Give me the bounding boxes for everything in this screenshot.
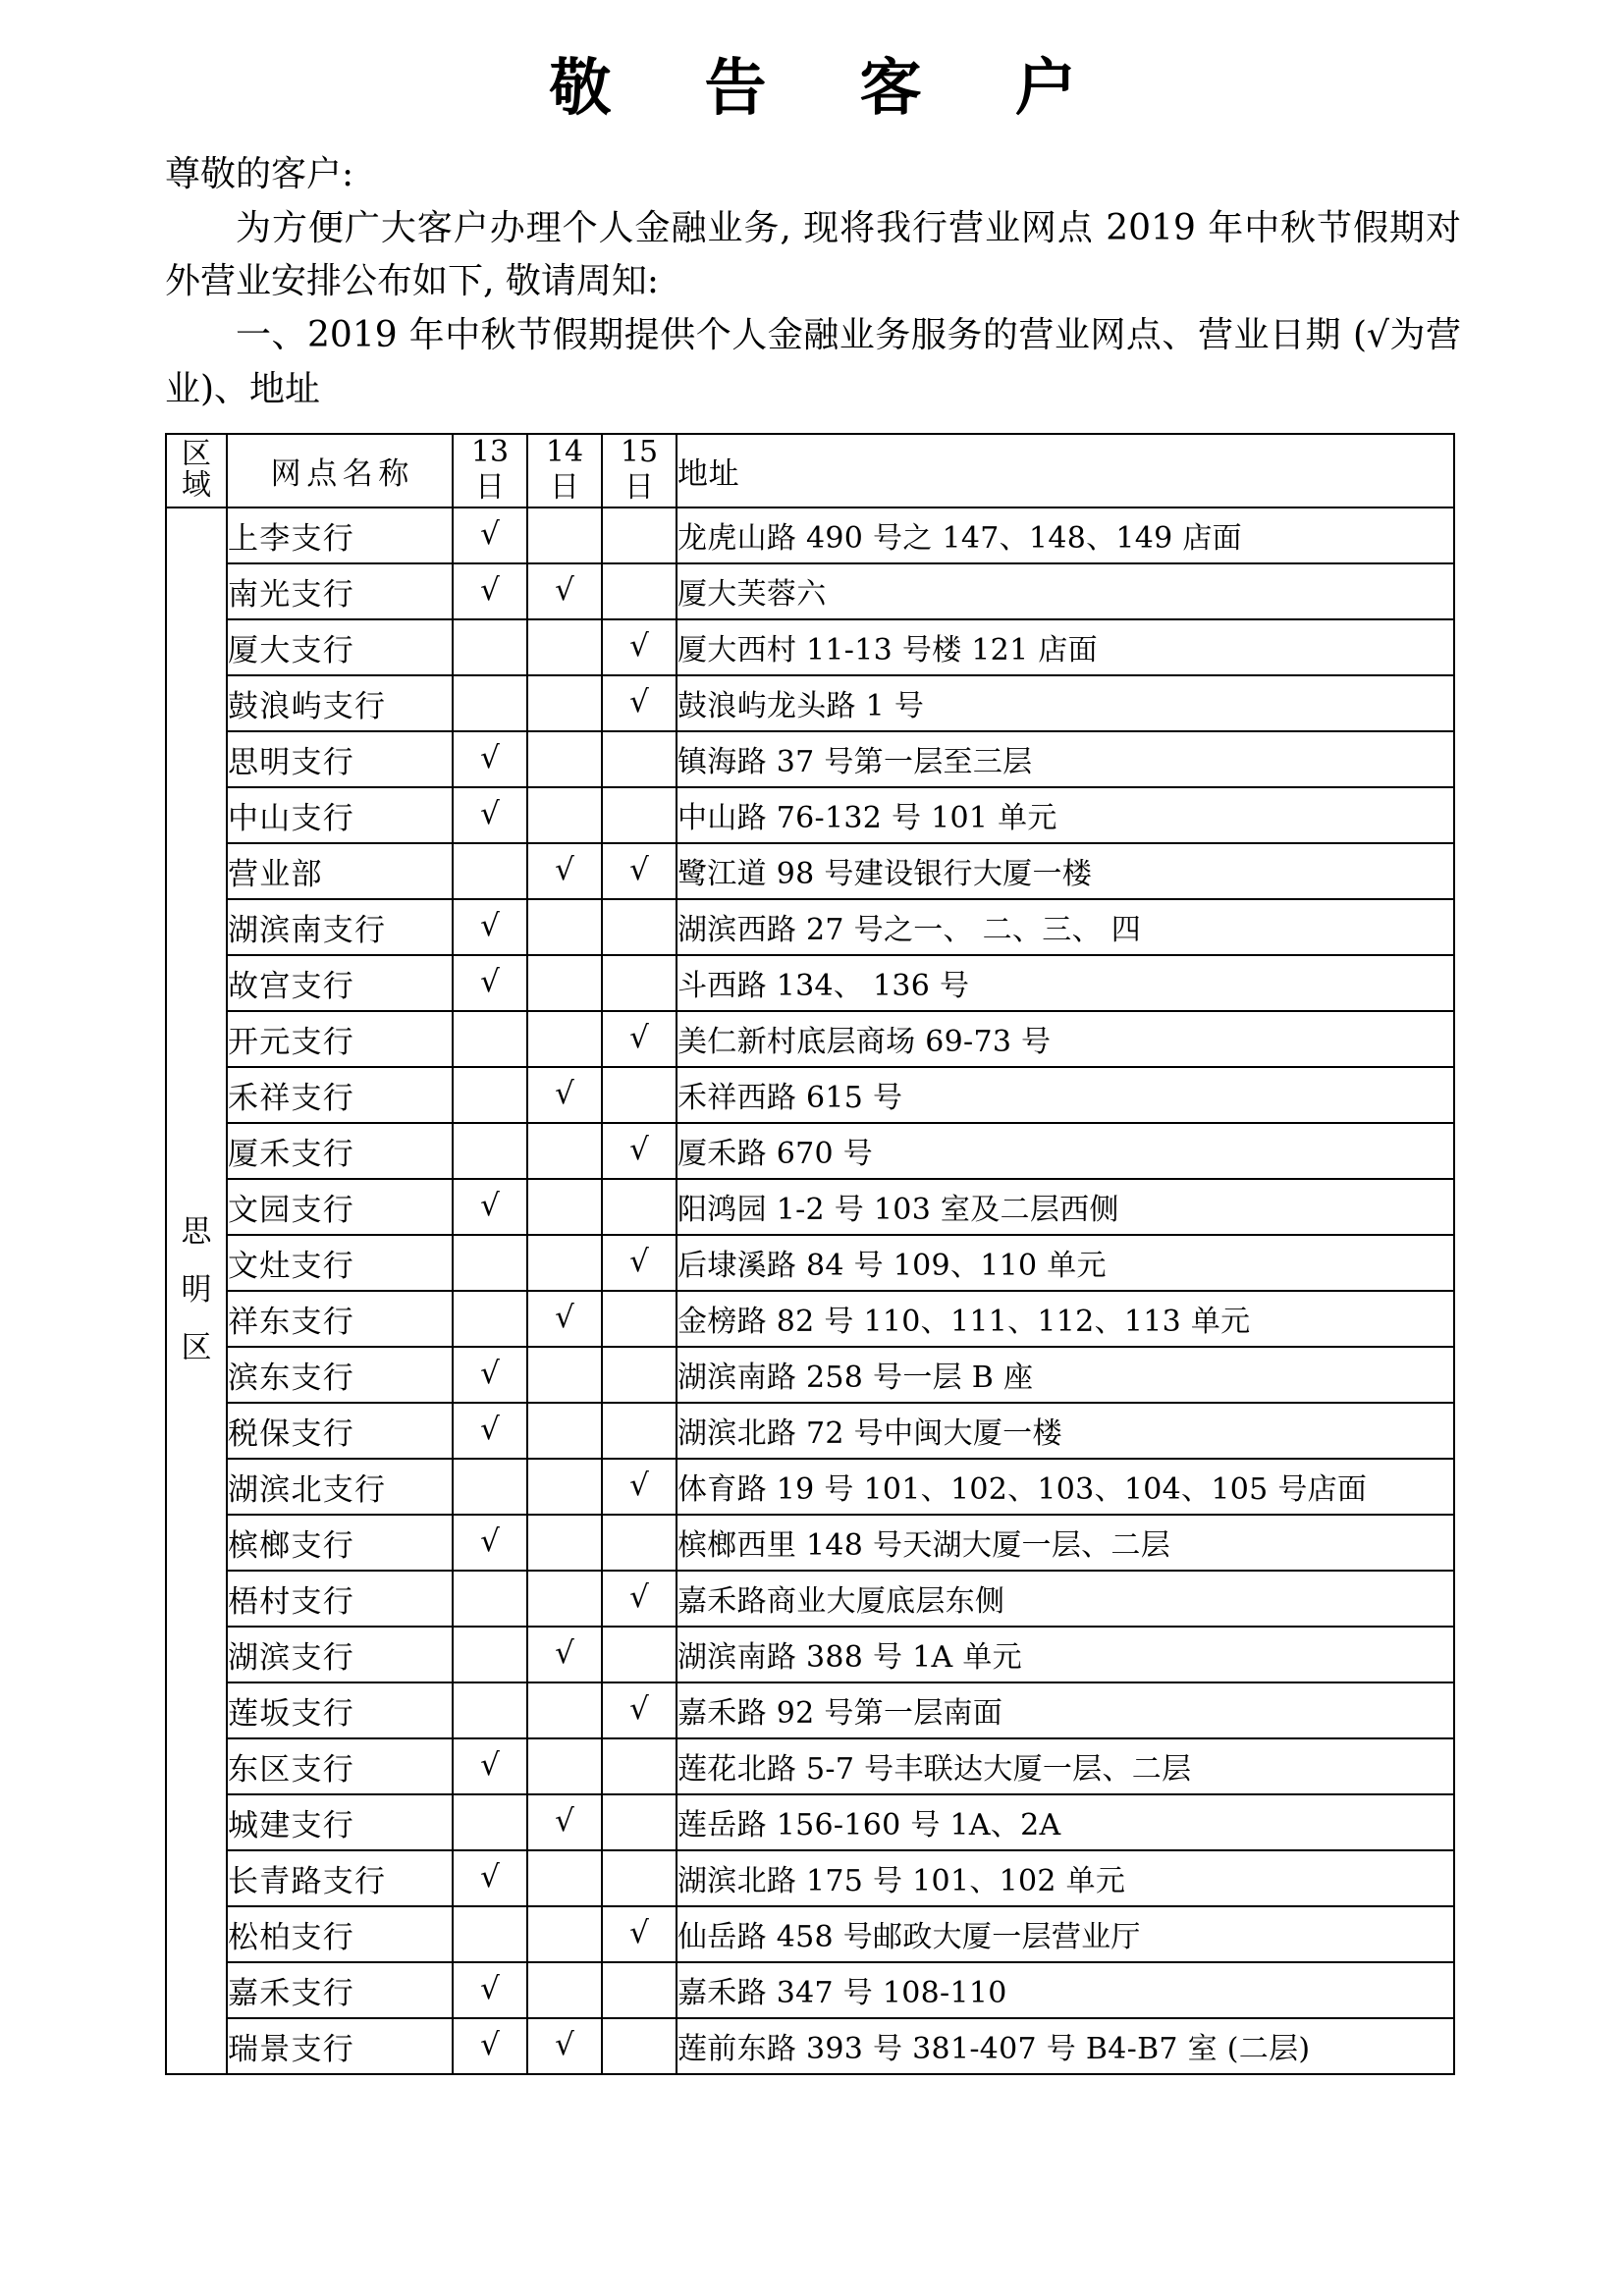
checkmark-icon: √ [480, 1411, 500, 1447]
day13-cell [453, 1571, 527, 1627]
day13-cell [453, 731, 527, 787]
checkmark-icon: √ [555, 2026, 574, 2062]
day15-cell [602, 1571, 677, 1627]
checkmark-icon: √ [629, 1690, 649, 1727]
table-row [166, 1738, 1454, 1794]
day13-cell [453, 843, 527, 899]
branch-name-cell: 槟榔支行 [227, 1515, 453, 1571]
day14-cell [527, 843, 602, 899]
table-row [166, 1682, 1454, 1738]
checkmark-icon: √ [480, 2026, 500, 2062]
branch-name-cell: 上李支行 [227, 507, 453, 563]
branch-name-cell: 文灶支行 [227, 1235, 453, 1291]
address-cell: 湖滨北路 72 号中闽大厦一楼 [677, 1403, 1454, 1459]
day13-cell [453, 899, 527, 955]
day15-cell [602, 1627, 677, 1682]
day15-cell [602, 1403, 677, 1459]
address-cell: 湖滨西路 27 号之一、 二、三、 四 [677, 899, 1454, 955]
day14-cell [527, 1403, 602, 1459]
day15-cell [602, 1962, 677, 2018]
day13-cell [453, 1682, 527, 1738]
col-header-branch-name: 网点名称 [227, 434, 453, 507]
address-cell: 鼓浪屿龙头路 1 号 [677, 675, 1454, 731]
checkmark-icon: √ [629, 1914, 649, 1950]
paragraph-section-one: 一、2019 年中秋节假期提供个人金融业务服务的营业网点、营业日期 (√为营业)、地址 [165, 315, 1461, 409]
day13-cell [453, 1179, 527, 1235]
day13-cell [453, 1123, 527, 1179]
table-row [166, 1627, 1454, 1682]
day13-cell [453, 1794, 527, 1850]
address-cell: 嘉禾路 92 号第一层南面 [677, 1682, 1454, 1738]
col-header-region [166, 434, 227, 507]
branch-name-cell: 湖滨南支行 [227, 899, 453, 955]
branch-name-cell: 厦大支行 [227, 619, 453, 675]
branch-name-cell: 禾祥支行 [227, 1067, 453, 1123]
table-row [166, 787, 1454, 843]
address-cell: 斗西路 134、 136 号 [677, 955, 1454, 1011]
table-head [166, 434, 1454, 507]
table-row [166, 1347, 1454, 1403]
day14-cell [527, 1347, 602, 1403]
table-row [166, 1515, 1454, 1571]
day13-unit: 日 [475, 470, 505, 506]
checkmark-icon: √ [480, 795, 500, 831]
day14-cell [527, 1011, 602, 1067]
day15-cell [602, 507, 677, 563]
checkmark-icon: √ [480, 1522, 500, 1559]
branch-name-cell: 文园支行 [227, 1179, 453, 1235]
day15-cell [602, 1738, 677, 1794]
checkmark-icon: √ [480, 963, 500, 999]
branch-name-cell: 嘉禾支行 [227, 1962, 453, 2018]
day13-cell [453, 1403, 527, 1459]
table-row [166, 1123, 1454, 1179]
table-row [166, 899, 1454, 955]
branch-name-cell: 故宫支行 [227, 955, 453, 1011]
region-label-char-3: 区 [181, 1330, 212, 1366]
checkmark-icon: √ [555, 1802, 574, 1839]
table-row [166, 731, 1454, 787]
address-cell: 嘉禾路商业大厦底层东侧 [677, 1571, 1454, 1627]
day15-cell [602, 1906, 677, 1962]
checkmark-icon: √ [629, 1131, 649, 1167]
day13-cell [453, 1906, 527, 1962]
day14-unit: 日 [550, 470, 579, 506]
day13-cell [453, 1459, 527, 1515]
branch-name-cell: 城建支行 [227, 1794, 453, 1850]
col-header-day13 [453, 434, 527, 507]
region-cell [166, 507, 227, 2074]
branch-name-cell: 祥东支行 [227, 1291, 453, 1347]
day15-cell [602, 1459, 677, 1515]
address-cell: 鹭江道 98 号建设银行大厦一楼 [677, 843, 1454, 899]
address-cell: 槟榔西里 148 号天湖大厦一层、二层 [677, 1515, 1454, 1571]
address-cell: 湖滨南路 258 号一层 B 座 [677, 1347, 1454, 1403]
day13-cell [453, 1962, 527, 2018]
address-cell: 厦禾路 670 号 [677, 1123, 1454, 1179]
branch-name-cell: 瑞景支行 [227, 2018, 453, 2074]
branch-name-cell: 营业部 [227, 843, 453, 899]
branch-name-cell: 税保支行 [227, 1403, 453, 1459]
day14-cell [527, 1459, 602, 1515]
checkmark-icon: √ [629, 1243, 649, 1279]
day15-cell [602, 1291, 677, 1347]
checkmark-icon: √ [555, 571, 574, 608]
branch-name-cell: 鼓浪屿支行 [227, 675, 453, 731]
day14-cell [527, 1738, 602, 1794]
day14-cell [527, 1627, 602, 1682]
branch-name-cell: 开元支行 [227, 1011, 453, 1067]
day14-cell [527, 1179, 602, 1235]
address-cell: 湖滨北路 175 号 101、102 单元 [677, 1850, 1454, 1906]
day15-cell [602, 1179, 677, 1235]
col-header-address: 地址 [677, 434, 1454, 507]
notice-body [165, 148, 1461, 417]
region-label-char-1: 思 [181, 1214, 212, 1251]
address-cell: 美仁新村底层商场 69-73 号 [677, 1011, 1454, 1067]
day13-cell [453, 563, 527, 619]
page-title: 敬 告 客 户 [549, 51, 1113, 124]
checkmark-icon: √ [629, 683, 649, 720]
day14-cell [527, 619, 602, 675]
day14-cell [527, 1682, 602, 1738]
checkmark-icon: √ [480, 1858, 500, 1895]
table-row [166, 1459, 1454, 1515]
table-row [166, 1906, 1454, 1962]
address-cell: 中山路 76-132 号 101 单元 [677, 787, 1454, 843]
checkmark-icon: √ [555, 1075, 574, 1111]
address-cell: 龙虎山路 490 号之 147、148、149 店面 [677, 507, 1454, 563]
day15-unit: 日 [624, 470, 654, 506]
day14-cell [527, 1906, 602, 1962]
day14-cell [527, 1515, 602, 1571]
day14-number: 14 [545, 434, 584, 469]
day15-number: 15 [620, 434, 659, 469]
address-cell: 莲前东路 393 号 381-407 号 B4-B7 室 (二层) [677, 2018, 1454, 2074]
day14-cell [527, 563, 602, 619]
day13-number: 13 [470, 434, 510, 469]
table-row [166, 1067, 1454, 1123]
branch-name-cell: 松柏支行 [227, 1906, 453, 1962]
address-cell: 嘉禾路 347 号 108-110 [677, 1962, 1454, 2018]
branch-name-cell: 厦禾支行 [227, 1123, 453, 1179]
branch-name-cell: 莲坂支行 [227, 1682, 453, 1738]
checkmark-icon: √ [480, 571, 500, 608]
day14-cell [527, 1962, 602, 2018]
day13-cell [453, 1011, 527, 1067]
day15-cell [602, 899, 677, 955]
day15-cell [602, 787, 677, 843]
day13-cell [453, 1347, 527, 1403]
day15-cell [602, 1850, 677, 1906]
address-cell: 厦大芙蓉六 [677, 563, 1454, 619]
table-header-row [166, 434, 1454, 507]
checkmark-icon: √ [555, 1299, 574, 1335]
day14-cell [527, 507, 602, 563]
day15-cell [602, 1515, 677, 1571]
day15-cell [602, 1682, 677, 1738]
salutation: 尊敬的客户: [165, 154, 354, 194]
table-row [166, 1011, 1454, 1067]
paragraph-intro: 为方便广大客户办理个人金融业务, 现将我行营业网点 2019 年中秋节假期对外营业安排公布如下, 敬请周知: [165, 207, 1461, 302]
day15-cell [602, 843, 677, 899]
checkmark-icon: √ [480, 1355, 500, 1391]
day13-cell [453, 1291, 527, 1347]
region-header-char-1: 区 [182, 437, 211, 472]
checkmark-icon: √ [629, 627, 649, 664]
day14-cell [527, 1794, 602, 1850]
region-label-char-2: 明 [181, 1272, 212, 1308]
day14-cell [527, 1067, 602, 1123]
branch-name-cell: 湖滨支行 [227, 1627, 453, 1682]
table-row [166, 1571, 1454, 1627]
day13-cell [453, 1738, 527, 1794]
day13-cell [453, 1850, 527, 1906]
table-row [166, 955, 1454, 1011]
address-cell: 阳鸿园 1-2 号 103 室及二层西侧 [677, 1179, 1454, 1235]
table-row [166, 1291, 1454, 1347]
day15-cell [602, 563, 677, 619]
day14-cell [527, 1235, 602, 1291]
day13-cell [453, 1627, 527, 1682]
table-row [166, 1794, 1454, 1850]
day13-cell [453, 787, 527, 843]
day14-cell [527, 675, 602, 731]
table-row [166, 2018, 1454, 2074]
branch-schedule-table [165, 433, 1455, 2075]
checkmark-icon: √ [480, 1187, 500, 1223]
branch-name-cell: 南光支行 [227, 563, 453, 619]
day15-cell [602, 731, 677, 787]
day13-cell [453, 1515, 527, 1571]
address-cell: 禾祥西路 615 号 [677, 1067, 1454, 1123]
branch-name-cell: 长青路支行 [227, 1850, 453, 1906]
address-cell: 仙岳路 458 号邮政大厦一层营业厅 [677, 1906, 1454, 1962]
checkmark-icon: √ [629, 1578, 649, 1615]
day13-cell [453, 955, 527, 1011]
day15-cell [602, 1347, 677, 1403]
table-row [166, 507, 1454, 563]
branch-name-cell: 思明支行 [227, 731, 453, 787]
checkmark-icon: √ [555, 1634, 574, 1671]
col-header-day15 [602, 434, 677, 507]
day15-cell [602, 1123, 677, 1179]
checkmark-icon: √ [629, 1019, 649, 1055]
region-header-char-2: 域 [182, 468, 211, 504]
branch-name-cell: 梧村支行 [227, 1571, 453, 1627]
day13-cell [453, 1067, 527, 1123]
schedule-table-wrap [165, 433, 1461, 2075]
table-row [166, 1235, 1454, 1291]
day15-cell [602, 1067, 677, 1123]
table-row [166, 843, 1454, 899]
day14-cell [527, 731, 602, 787]
day15-cell [602, 675, 677, 731]
table-row [166, 1179, 1454, 1235]
day14-cell [527, 955, 602, 1011]
address-cell: 莲花北路 5-7 号丰联达大厦一层、二层 [677, 1738, 1454, 1794]
checkmark-icon: √ [629, 1467, 649, 1503]
day13-cell [453, 1235, 527, 1291]
branch-name-cell: 东区支行 [227, 1738, 453, 1794]
address-cell: 体育路 19 号 101、102、103、104、105 号店面 [677, 1459, 1454, 1515]
day15-cell [602, 619, 677, 675]
table-row [166, 1962, 1454, 2018]
branch-name-cell: 湖滨北支行 [227, 1459, 453, 1515]
day13-cell [453, 507, 527, 563]
day14-cell [527, 2018, 602, 2074]
table-row [166, 675, 1454, 731]
day13-cell [453, 2018, 527, 2074]
day14-cell [527, 899, 602, 955]
checkmark-icon: √ [629, 851, 649, 887]
day15-cell [602, 1011, 677, 1067]
address-cell: 湖滨南路 388 号 1A 单元 [677, 1627, 1454, 1682]
day15-cell [602, 1794, 677, 1850]
checkmark-icon: √ [480, 739, 500, 775]
address-cell: 莲岳路 156-160 号 1A、2A [677, 1794, 1454, 1850]
checkmark-icon: √ [480, 907, 500, 943]
day15-cell [602, 1235, 677, 1291]
table-row [166, 563, 1454, 619]
day13-cell [453, 619, 527, 675]
table-row [166, 1850, 1454, 1906]
day15-cell [602, 955, 677, 1011]
checkmark-icon: √ [555, 851, 574, 887]
checkmark-icon: √ [480, 1970, 500, 2006]
address-cell: 金榜路 82 号 110、111、112、113 单元 [677, 1291, 1454, 1347]
branch-name-cell: 滨东支行 [227, 1347, 453, 1403]
day14-cell [527, 1123, 602, 1179]
table-row [166, 1403, 1454, 1459]
branch-name-cell: 中山支行 [227, 787, 453, 843]
day13-cell [453, 675, 527, 731]
table-row [166, 619, 1454, 675]
table-body [166, 507, 1454, 2074]
day14-cell [527, 1571, 602, 1627]
page-content [165, 0, 1461, 2075]
address-cell: 镇海路 37 号第一层至三层 [677, 731, 1454, 787]
address-cell: 后埭溪路 84 号 109、110 单元 [677, 1235, 1454, 1291]
col-header-day14 [527, 434, 602, 507]
day14-cell [527, 1291, 602, 1347]
checkmark-icon: √ [480, 1746, 500, 1783]
day14-cell [527, 1850, 602, 1906]
address-cell: 厦大西村 11-13 号楼 121 店面 [677, 619, 1454, 675]
checkmark-icon: √ [480, 515, 500, 552]
day15-cell [602, 2018, 677, 2074]
day14-cell [527, 787, 602, 843]
